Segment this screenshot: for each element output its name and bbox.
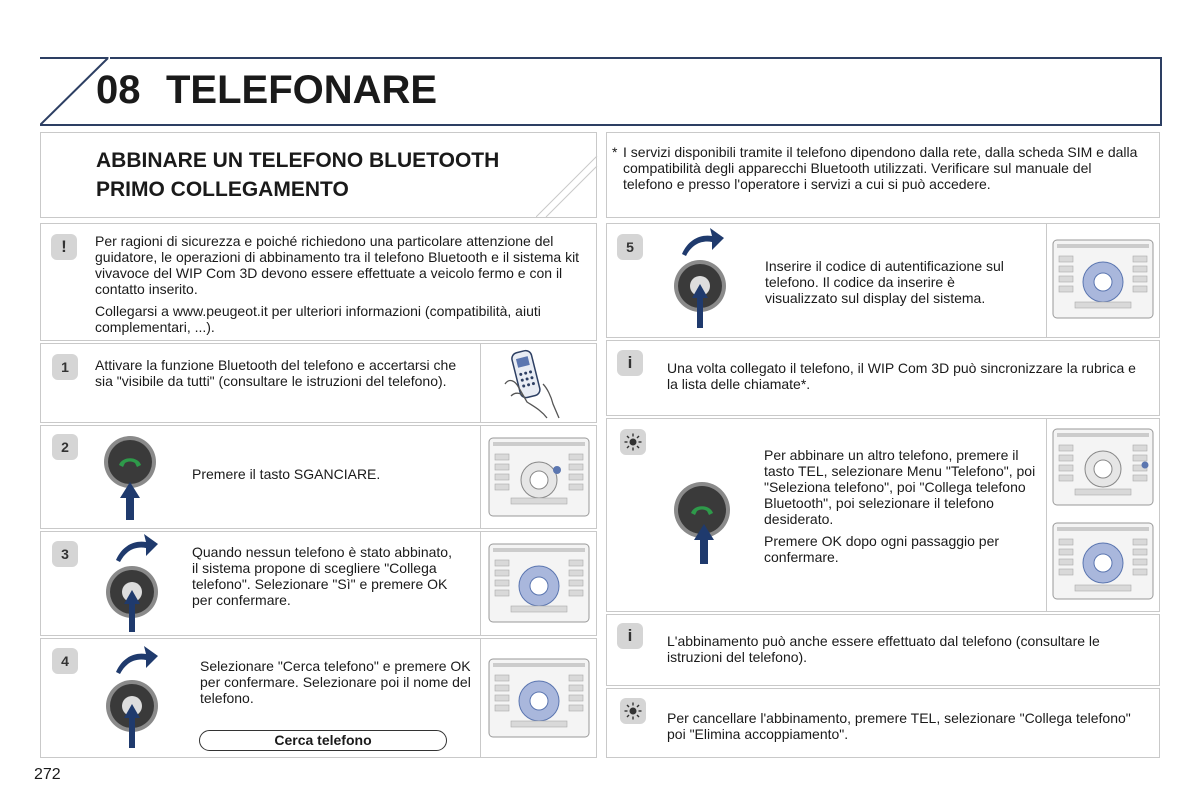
cerca-telefono-screen-label: Cerca telefono (199, 730, 447, 751)
radio-panel-icon (1047, 224, 1160, 337)
section-title (96, 146, 499, 204)
info-2-text: L'abbinamento può anche essere effettuato dal telefono (consultare le istruzioni del telefono). (667, 633, 1100, 665)
tip-1-illustration-bottom (1046, 515, 1159, 611)
radio-panel-icon (1047, 515, 1160, 611)
step-3-illustration (480, 532, 596, 635)
tip-1-paragraph-1: Per abbinare un altro telefono, premere il tasto TEL, selezionare Menu "Telefono", poi "Seleziona telefono", poi "Collega telefono Bluetooth", poi selezionare il telefono desiderato. (764, 447, 1036, 527)
chapter-number: 08 (96, 68, 141, 112)
chapter-title: TELEFONARE (166, 68, 438, 112)
hang-up-button-icon (672, 480, 732, 566)
tip-1-illustration-top (1046, 419, 1159, 515)
radio-panel-icon (1047, 419, 1160, 515)
section-title-line-2: PRIMO COLLEGAMENTO (96, 178, 349, 201)
footnote-marker: * (612, 144, 618, 160)
step-3-text: Quando nessun telefono è stato abbinato, il sistema propone di scegliere "Collega telefono". Selezionare "Sì" e premere OK per confermare. (192, 544, 452, 608)
rotary-ok-knob-icon (104, 532, 160, 636)
hang-up-button-icon (102, 432, 158, 522)
radio-panel-icon (481, 639, 597, 757)
info-icon: i (617, 623, 643, 649)
section-title-corner (536, 156, 598, 218)
tip-1-paragraph-2: Premere OK dopo ogni passaggio per confermare. (764, 533, 1000, 565)
lightbulb-tip-icon (620, 429, 646, 455)
rotary-ok-knob-icon (670, 226, 726, 332)
tip-1-text (764, 447, 1036, 565)
radio-panel-icon (481, 532, 597, 635)
step-4-badge: 4 (52, 648, 78, 674)
step-1-badge: 1 (52, 354, 78, 380)
info-1-text: Una volta collegato il telefono, il WIP Com 3D può sincronizzare la rubrica e la lista delle chiamate*. (667, 360, 1136, 392)
warning-icon: ! (51, 234, 77, 260)
tip-2-text: Per cancellare l'abbinamento, premere TEL, selezionare "Collega telefono" poi "Elimina accoppiamento". (667, 710, 1131, 742)
step-3-badge: 3 (52, 541, 78, 567)
step-5-illustration (1046, 224, 1159, 337)
lightbulb-tip-icon (620, 698, 646, 724)
step-5-text: Inserire il codice di autentificazione sul telefono. Il codice da inserire è visualizzato sul display del sistema. (765, 258, 1004, 306)
rotary-ok-knob-icon (104, 644, 160, 752)
step-5-badge: 5 (617, 234, 643, 260)
section-title-line-1: ABBINARE UN TELEFONO BLUETOOTH (96, 149, 500, 172)
step-2-text: Premere il tasto SGANCIARE. (192, 466, 381, 482)
footnote-text: I servizi disponibili tramite il telefono dipendono dalla rete, dalla scheda SIM e dalla compatibilità degli apparecchi Bluetooth utilizzati. Verificare sul manuale del telefono e presso l'operatore i servizi a cui si può accedere. (623, 144, 1138, 192)
step-2-illustration (480, 426, 596, 528)
step-4-text: Selezionare "Cerca telefono" e premere OK per confermare. Selezionare poi il nome del telefono. (200, 658, 471, 706)
page-number: 272 (34, 766, 61, 783)
step-2-badge: 2 (52, 434, 78, 460)
radio-panel-icon (481, 426, 597, 528)
warning-paragraph-2: Collegarsi a www.peugeot.it per ulteriori informazioni (compatibilità, aiuti complementari, ...). (95, 303, 541, 335)
step-4-illustration (480, 639, 596, 757)
warning-paragraph-1: Per ragioni di sicurezza e poiché richiedono una particolare attenzione del guidatore, le operazioni di abbinamento tra il telefono Bluetooth e il sistema kit vivavoce del WIP Com 3D devono essere effettuate a veicolo fermo e con il contatto inserito. (95, 233, 580, 297)
warning-text (95, 233, 583, 335)
phone-in-hand-icon (481, 344, 597, 422)
info-icon: i (617, 350, 643, 376)
step-1-illustration (480, 344, 596, 422)
step-1-text: Attivare la funzione Bluetooth del telefono e accertarsi che sia "visibile da tutti" (consultare le istruzioni del telefono). (95, 357, 457, 389)
